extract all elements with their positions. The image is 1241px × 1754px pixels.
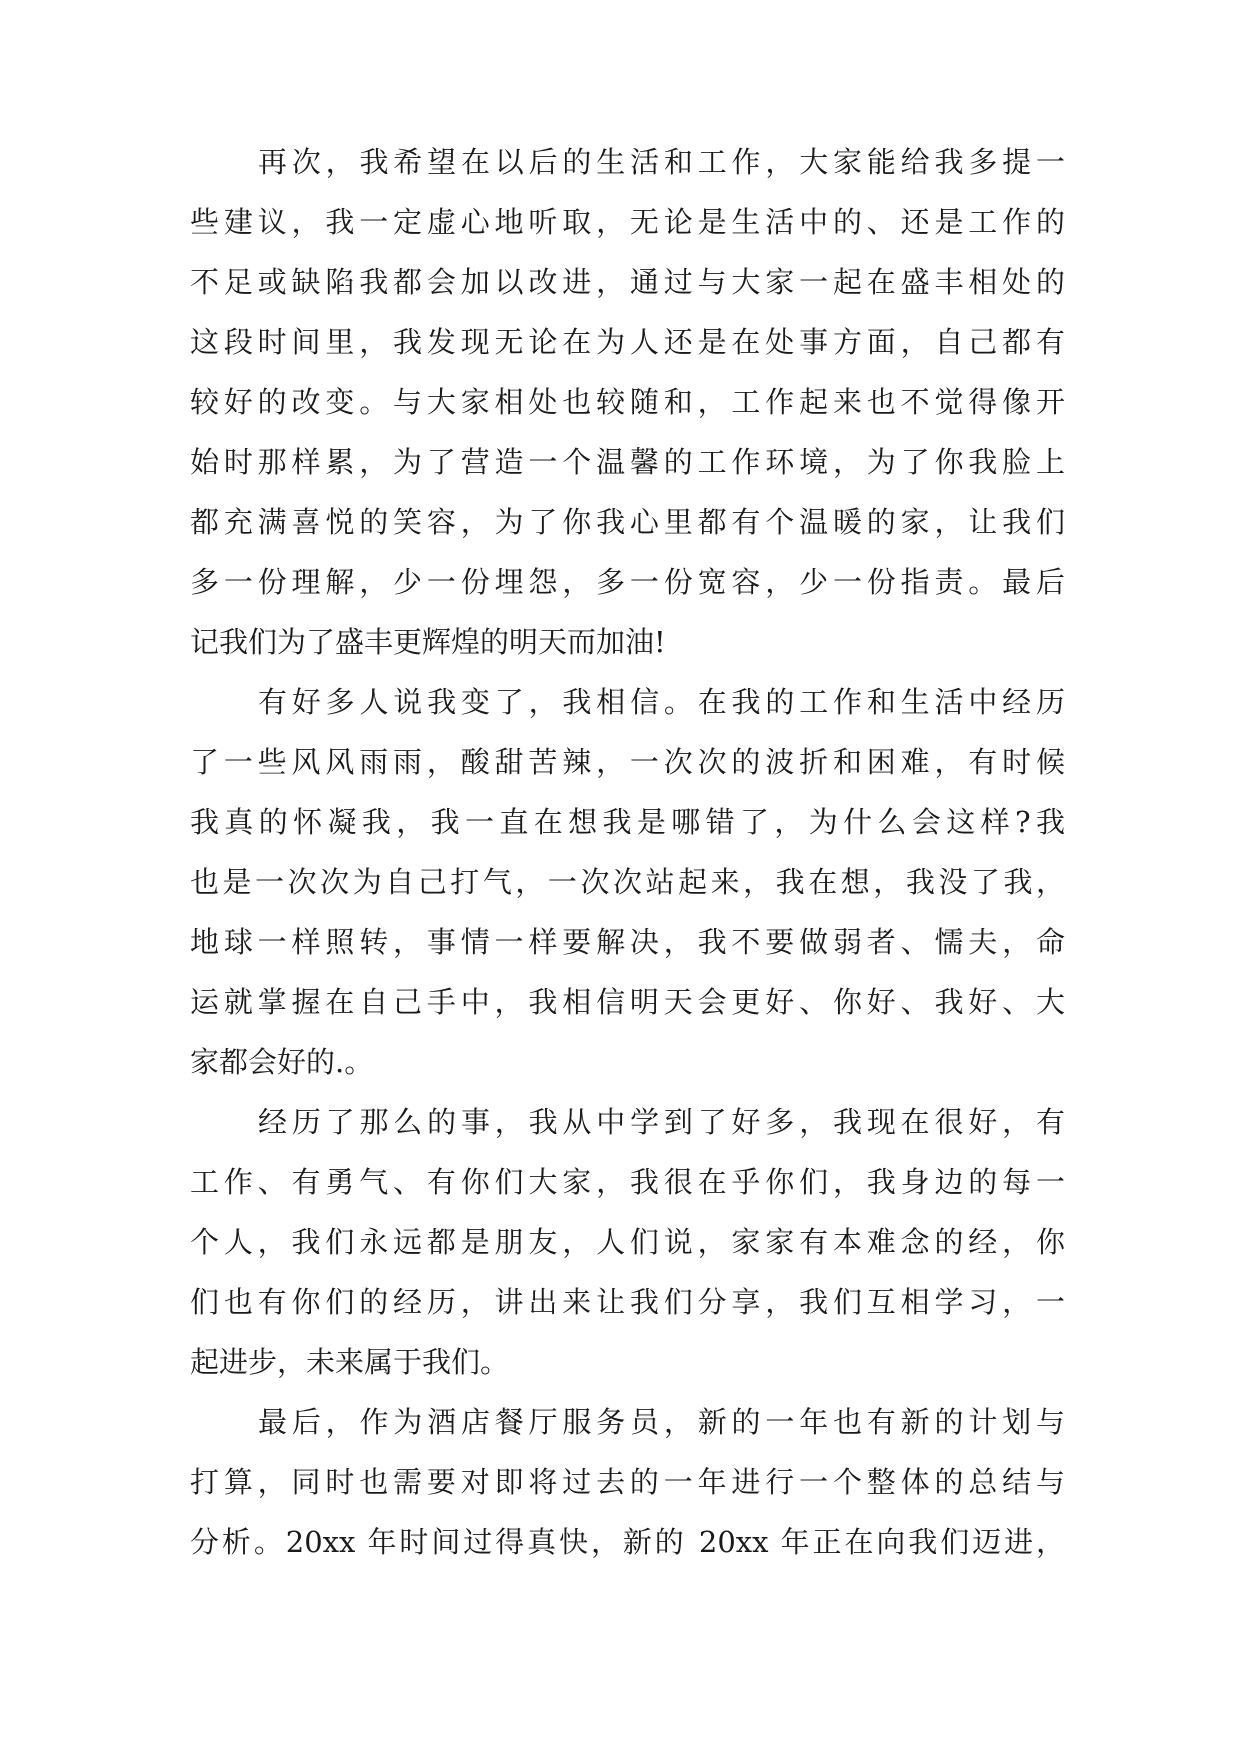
text-line: 记我们为了盛丰更辉煌的明天而加油! [190,625,666,659]
text-line: 个人，我们永远都是朋友，人们说，家家有本难念的经，你 [190,1225,1065,1259]
paragraph-3 [190,1092,1065,1392]
text-line: 始时那样累，为了营造一个温馨的工作环境，为了你我脸上 [190,445,1065,479]
document-body [190,132,1065,1572]
text-line: 有好多人说我变了，我相信。在我的工作和生活中经历 [258,685,1065,719]
text-line: 我真的怀凝我，我一直在想我是哪错了，为什么会这样?我 [190,805,1065,839]
text-line: 也是一次次为自己打气，一次次站起来，我在想，我没了我， [190,865,1065,899]
text-line: 最后，作为酒店餐厅服务员，新的一年也有新的计划与 [258,1405,1065,1439]
text-line: 多一份理解，少一份埋怨，多一份宽容，少一份指责。最后 [190,565,1065,599]
text-line: 经历了那么的事，我从中学到了好多，我现在很好，有 [258,1105,1065,1139]
text-line: 们也有你们的经历，讲出来让我们分享，我们互相学习，一 [190,1285,1065,1319]
text-line: 了一些风风雨雨，酸甜苦辣，一次次的波折和困难，有时候 [190,745,1065,779]
text-line: 再次，我希望在以后的生活和工作，大家能给我多提一 [258,145,1065,179]
text-line: 都充满喜悦的笑容，为了你我心里都有个温暖的家，让我们 [190,505,1065,539]
text-line: 运就掌握在自己手中，我相信明天会更好、你好、我好、大 [190,985,1065,1019]
text-line: 较好的改变。与大家相处也较随和，工作起来也不觉得像开 [190,385,1065,419]
text-line: 家都会好的.。 [190,1045,374,1079]
text-line: 分析。20xx 年时间过得真快，新的 20xx 年正在向我们迈进， [190,1525,1065,1559]
text-line: 地球一样照转，事情一样要解决，我不要做弱者、懦夫，命 [190,925,1065,959]
paragraph-4 [190,1392,1065,1572]
text-line: 打算，同时也需要对即将过去的一年进行一个整体的总结与 [190,1465,1065,1499]
text-line: 这段时间里，我发现无论在为人还是在处事方面，自己都有 [190,325,1065,359]
text-line: 起进步，未来属于我们。 [190,1345,510,1379]
text-line: 些建议，我一定虚心地听取，无论是生活中的、还是工作的 [190,205,1065,239]
paragraph-2 [190,672,1065,1092]
text-line: 工作、有勇气、有你们大家，我很在乎你们，我身边的每一 [190,1165,1065,1199]
text-line: 不足或缺陷我都会加以改进，通过与大家一起在盛丰相处的 [190,265,1065,299]
paragraph-1 [190,132,1065,672]
